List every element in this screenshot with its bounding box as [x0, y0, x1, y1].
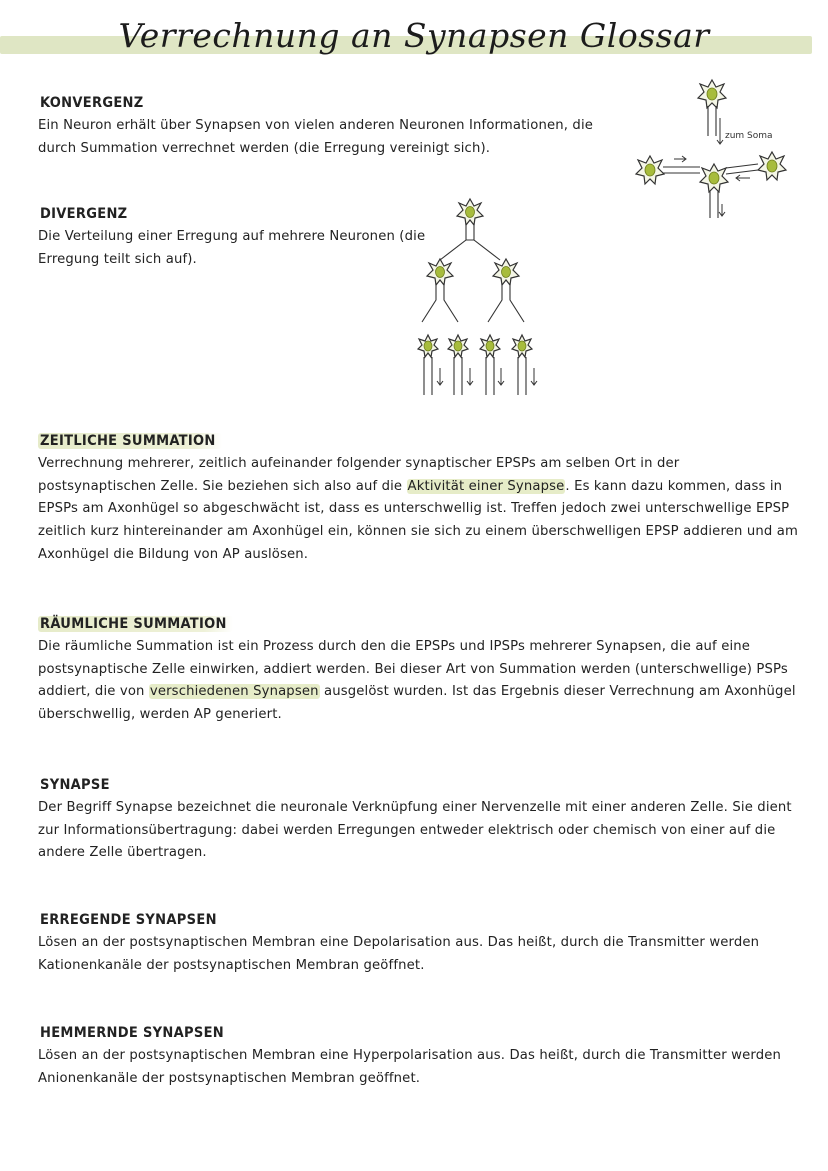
- divergence-diagram: [410, 190, 550, 405]
- page-title: Verrechnung an Synapsen Glossar: [118, 16, 710, 55]
- heading-zeitliche-summation: ZEITLICHE SUMMATION: [38, 433, 222, 449]
- heading-synapse: SYNAPSE: [40, 777, 110, 793]
- section-synapse: [38, 774, 798, 865]
- heading-konvergenz: KONVERGENZ: [40, 95, 144, 111]
- section-erregende-synapsen: [38, 909, 798, 977]
- text-raeumliche-summation: [38, 636, 798, 727]
- section-konvergenz: [38, 92, 618, 160]
- heading-hemmende-synapsen: HEMMERNDE SYNAPSEN: [40, 1025, 225, 1041]
- text-part: . Es kann dazu kommen, dass in EPSPs am Axonhügel so abgeschwächt ist, dass es unterschwellig ist. Treffen jedoch zwei unterschwellige EPSP zeitlich kurz hintereinander am Axonhügel ein, können sie sich zu einem überschwelligen EPSP addieren und am Axonhügel die Bildung von AP auslösen.: [38, 478, 798, 562]
- section-raeumliche-summation: [38, 613, 798, 727]
- text-synapse: Der Begriff Synapse bezeichnet die neuronale Verknüpfung einer Nervenzelle mit einer anderen Zelle. Sie dient zur Informationsübertragung: dabei werden Erregungen entweder elektrisch oder chemisch von einer auf die andere Zelle übertragen.: [38, 800, 792, 861]
- text-part: Verrechnung mehrerer, zeitlich aufeinander folgender synaptischer EPSPs am selben Ort in der postsynaptischen Zelle. Sie beziehen sich also auf die: [38, 456, 680, 494]
- section-hemmende-synapsen: [38, 1022, 798, 1090]
- label-zum-soma: zum Soma: [725, 131, 773, 141]
- heading-erregende-synapsen: ERREGENDE SYNAPSEN: [40, 912, 217, 928]
- text-part: ausgelöst wurden. Ist das Ergebnis dieser Verrechnung am Axonhügel überschwellig, werden AP generiert.: [38, 684, 796, 723]
- convergence-diagram: [628, 66, 798, 226]
- highlight-verschiedene-synapsen: verschiedenen Synapsen: [149, 684, 319, 700]
- section-zeitliche-summation: [38, 430, 798, 567]
- text-divergenz: Die Verteilung einer Erregung auf mehrere Neuronen (die Erregung teilt sich auf).: [38, 229, 426, 267]
- highlight-aktivitaet-einer-synapse: Aktivität einer Synapse: [407, 478, 565, 494]
- text-zeitliche-summation: [38, 453, 798, 567]
- text-erregende-synapsen: Lösen an der postsynaptischen Membran eine Depolarisation aus. Das heißt, durch die Transmitter werden Kationenkanäle der postsynaptischen Membran geöffnet.: [38, 935, 760, 973]
- text-hemmende-synapsen: Lösen an der postsynaptischen Membran eine Hyperpolarisation aus. Das heißt, durch die Transmitter werden Anionenkanäle der postsynaptischen Membran geöffnet.: [38, 1048, 781, 1086]
- text-part: Die räumliche Summation ist ein Prozess durch den die EPSPs und IPSPs mehrerer Synapsen, die auf eine postsynaptische Zelle einwirken, addiert werden. Bei dieser Art von Summation werden (unterschwellige) PSPs addiert, die von: [38, 639, 788, 700]
- heading-divergenz: DIVERGENZ: [40, 206, 128, 222]
- heading-raeumliche-summation: RÄUMLICHE SUMMATION: [38, 616, 233, 632]
- section-divergenz: [38, 203, 433, 271]
- text-konvergenz: Ein Neuron erhält über Synapsen von vielen anderen Neuronen Informationen, die durch Summation verrechnet werden (die Erregung vereinigt sich).: [38, 118, 594, 156]
